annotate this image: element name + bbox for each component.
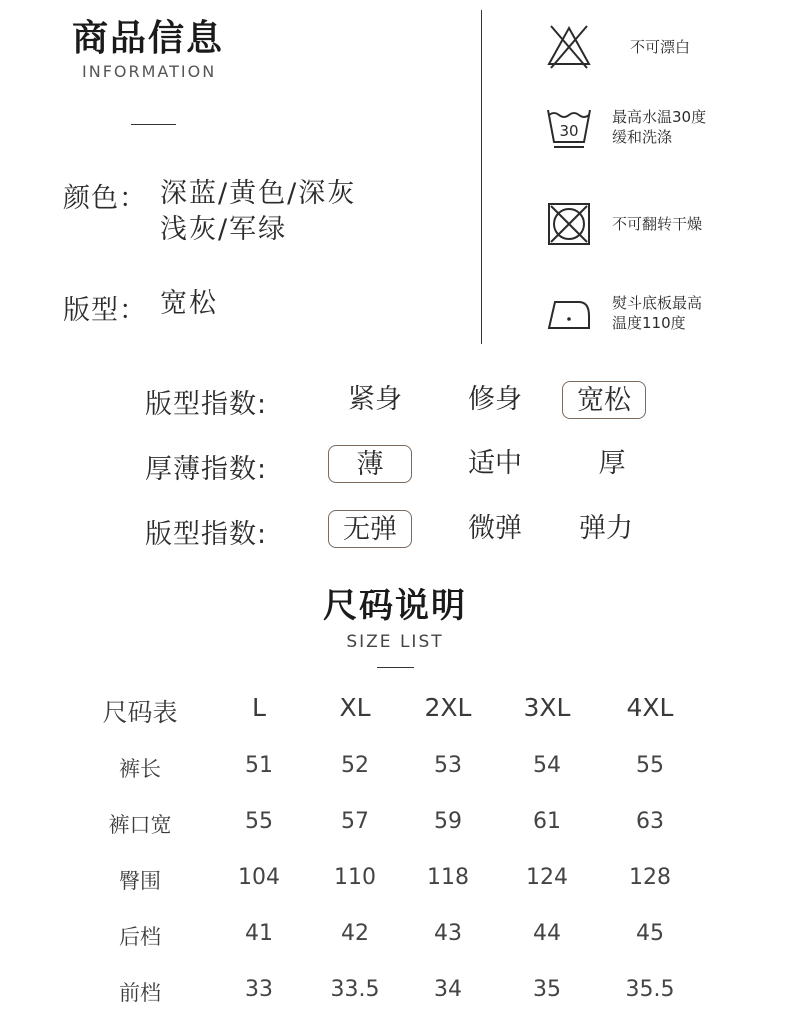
product-info-subtitle: INFORMATION — [82, 62, 217, 81]
size-table-cell: 53 — [434, 753, 462, 778]
title-divider — [131, 124, 176, 125]
fit-value: 宽松 — [160, 288, 218, 319]
stretch-index-option-none: 无弹 — [328, 510, 412, 548]
vertical-divider — [481, 10, 482, 344]
no-tumble-dry-icon — [545, 200, 593, 248]
size-table-cell: 34 — [434, 977, 462, 1002]
size-table-cell: 61 — [533, 809, 561, 834]
size-table-cell: 35.5 — [625, 977, 675, 1002]
size-table-cell: 54 — [533, 753, 561, 778]
care-iron-text-line1: 熨斗底板最高 — [612, 294, 703, 312]
size-table-row-label: 臀围 — [119, 869, 161, 893]
care-wash-text-line1: 最高水温30度 — [612, 108, 707, 126]
size-table-cell: 55 — [245, 809, 273, 834]
size-table-header: 4XL — [626, 693, 674, 722]
size-table-cell: 45 — [636, 921, 664, 946]
wash-30-icon — [545, 104, 593, 152]
iron-110-icon — [545, 288, 593, 336]
size-table-cell: 35 — [533, 977, 561, 1002]
size-table-cell: 124 — [526, 865, 568, 890]
fit-label: 版型： — [63, 295, 147, 326]
fit-index-option-loose: 宽松 — [562, 381, 646, 419]
size-table-cell: 55 — [636, 753, 664, 778]
size-divider — [377, 667, 414, 668]
size-table-cell: 33.5 — [330, 977, 380, 1002]
size-table-row-label: 前档 — [119, 981, 161, 1005]
size-table-header: L — [252, 693, 266, 722]
size-table-row-label: 裤口宽 — [108, 813, 172, 837]
size-section-subtitle: SIZE LIST — [346, 632, 444, 652]
care-no-bleach-text: 不可漂白 — [630, 38, 691, 56]
size-table-cell: 110 — [334, 865, 376, 890]
size-table-cell: 33 — [245, 977, 273, 1002]
size-table-header-label: 尺码表 — [102, 698, 178, 727]
fit-index-option-tight: 紧身 — [348, 384, 402, 415]
fit-index-option-slim: 修身 — [468, 384, 522, 415]
thickness-index-option-thick: 厚 — [598, 448, 626, 479]
size-table-cell: 128 — [629, 865, 671, 890]
care-iron-text-line2: 温度110度 — [612, 314, 686, 332]
size-table-cell: 51 — [245, 753, 273, 778]
size-table-cell: 41 — [245, 921, 273, 946]
stretch-index-option-slight: 微弹 — [468, 513, 522, 544]
size-section-title: 尺码说明 — [323, 586, 467, 626]
wash-temperature-text: 30 — [559, 122, 579, 140]
thickness-index-label: 厚薄指数: — [145, 454, 268, 485]
size-table-cell: 59 — [434, 809, 462, 834]
product-info-title: 商品信息 — [72, 18, 225, 59]
size-table-cell: 118 — [427, 865, 469, 890]
size-table-cell: 44 — [533, 921, 561, 946]
thickness-index-option-thin: 薄 — [328, 445, 412, 483]
fit-index-label: 版型指数: — [145, 389, 268, 420]
care-wash-text-line2: 缓和洗涤 — [612, 128, 673, 146]
size-table-cell: 42 — [341, 921, 369, 946]
size-table-header: 3XL — [523, 693, 571, 722]
size-table-cell: 43 — [434, 921, 462, 946]
size-table-cell: 57 — [341, 809, 369, 834]
color-value-line1: 深蓝/黄色/深灰 — [160, 178, 357, 209]
care-no-tumble-dry-text: 不可翻转干燥 — [612, 215, 703, 233]
color-label: 颜色： — [63, 183, 147, 214]
size-table-cell: 52 — [341, 753, 369, 778]
no-bleach-icon — [545, 22, 593, 70]
size-table-row-label: 裤长 — [119, 757, 161, 781]
size-table-cell: 104 — [238, 865, 280, 890]
size-table-cell: 63 — [636, 809, 664, 834]
thickness-index-option-medium: 适中 — [468, 448, 522, 479]
size-table-row-label: 后档 — [119, 925, 161, 949]
stretch-index-option-stretchy: 弹力 — [579, 513, 633, 544]
size-table-header: 2XL — [424, 693, 472, 722]
color-value-line2: 浅灰/军绿 — [160, 214, 288, 245]
size-table-header: XL — [339, 693, 371, 722]
stretch-index-label: 版型指数: — [145, 519, 268, 550]
